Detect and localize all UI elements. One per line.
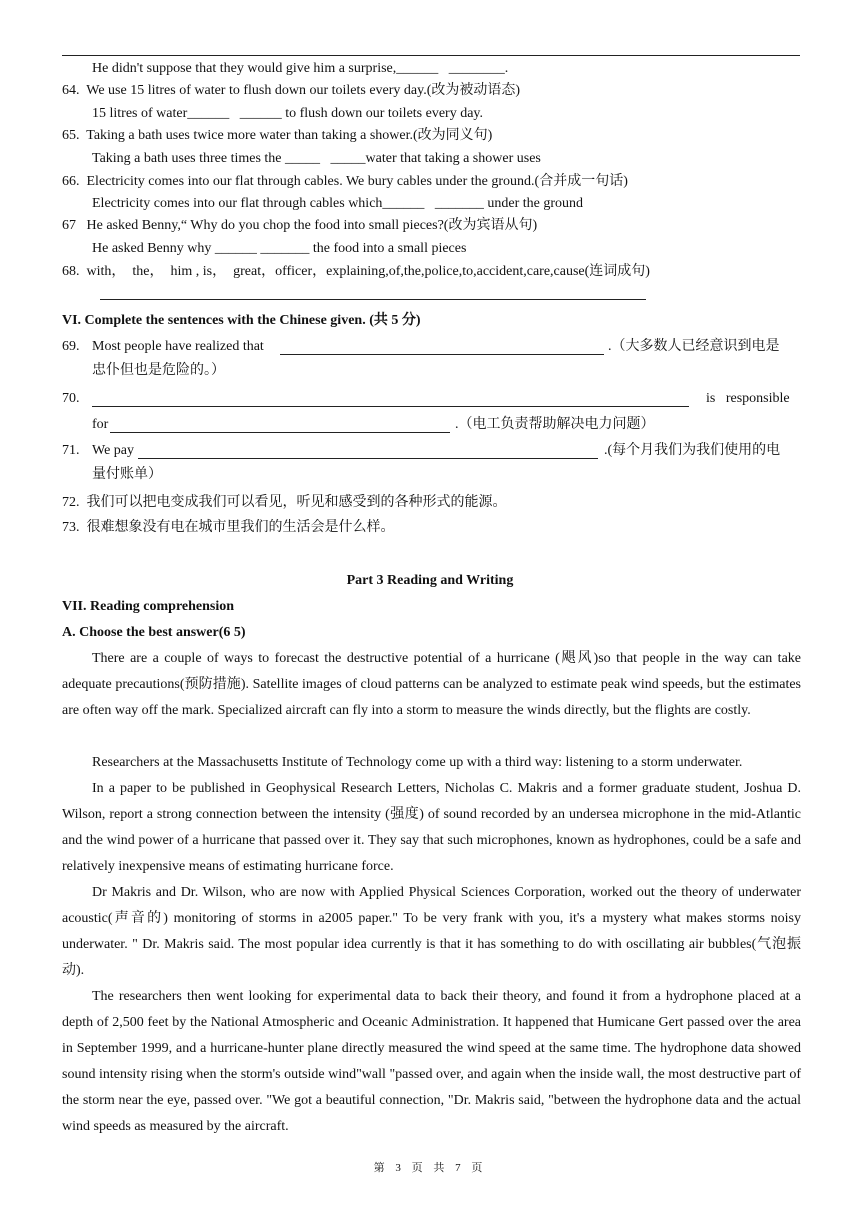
q70-answer-blank-2[interactable] <box>110 432 450 433</box>
q68-answer-blank[interactable] <box>100 299 646 300</box>
q64-prompt: 64. We use 15 litres of water to flush down our toilets every day.(改为被动语态) <box>62 83 521 98</box>
q71-chinese-hint: .(每个月我们为我们使用的电 <box>604 443 781 458</box>
passage-paragraph-3: In a paper to be published in Geophysical Research Letters, Nicholas C. Makris and a former graduate student, Joshua D. Wilson, report a strong connection between the intensity (强度) of sound recorded by an undersea microphone in the mid-Atlantic and the wind power of a hurricane that passed over it. They say that such microphones, known as hydrophones, could be a safe and relatively inexpensive means of estimating hurricane force. <box>62 781 801 874</box>
q69-chinese-hint: .（大多数人已经意识到电是 <box>608 339 780 354</box>
q63-answer-line: He didn't suppose that they would give him a surprise,______ ________. <box>92 61 509 76</box>
q67-answer-line: He asked Benny why ______ _______ the food into a small pieces <box>92 241 467 256</box>
q69-number: 69. <box>62 339 80 354</box>
passage-paragraph-5: The researchers then went looking for experimental data to back their theory, and found it from a hydrophone placed at a depth of 2,500 feet by the National Atmospheric and Oceanic Administration. It happened that Humicane Gert passed over the area in September 1999, and a hurricane-hunter plane directly measured the wind speed at the same time. The hydrophone data showed sound intensity rising when the storm's outside wind"wall "passed over, and again when the inside wall, the most destructive part of the storm near the eye, passed over. "We got a beautiful connection, "Dr. Makris said, "between the hydrophone data and the actual wind speeds as measured by the aircraft. <box>62 989 801 1134</box>
section-vi-heading: VI. Complete the sentences with the Chinese given. (共 5 分) <box>62 313 421 328</box>
q70-answer-blank-1[interactable] <box>92 406 689 407</box>
q70-number: 70. <box>62 391 80 406</box>
page-footer: 第 3 页 共 7 页 <box>373 1162 487 1174</box>
q69-chinese-hint-cont: 忠仆但也是危险的。） <box>92 363 225 378</box>
q69-sentence-start: Most people have realized that <box>92 339 264 354</box>
q71-sentence-start: We pay <box>92 443 135 458</box>
q69-answer-blank[interactable] <box>280 354 604 355</box>
q71-answer-blank[interactable] <box>138 458 598 459</box>
q71-number: 71. <box>62 443 80 458</box>
q68-prompt: 68. with， the， him , is， great，officer，explaining,of,the,police,to,accident,care,cause(连词成句) <box>62 264 650 279</box>
q65-answer-line: Taking a bath uses three times the _____ _____water that taking a shower uses <box>92 151 541 166</box>
q73-prompt: 73. 很难想象没有电在城市里我们的生活会是什么样。 <box>62 520 395 535</box>
passage-paragraph-2: Researchers at the Massachusetts Institute of Technology come up with a third way: listening to a storm underwater. <box>92 755 743 770</box>
q70-chinese-hint: .（电工负责帮助解决电力问题） <box>455 417 655 432</box>
section-a-heading: A. Choose the best answer(6 5) <box>62 625 246 640</box>
header-rule <box>62 55 800 56</box>
q66-answer-line: Electricity comes into our flat through cables which______ _______ under the ground <box>92 196 584 211</box>
q71-chinese-hint-cont: 量付账单） <box>92 467 162 482</box>
part3-heading: Part 3 Reading and Writing <box>346 573 514 588</box>
q67-prompt: 67 He asked Benny,“ Why do you chop the food into small pieces?(改为宾语从句) <box>62 218 538 233</box>
q72-prompt: 72. 我们可以把电变成我们可以看见，听见和感受到的各种形式的能源。 <box>62 495 507 510</box>
passage-paragraph-4: Dr Makris and Dr. Wilson, who are now with Applied Physical Sciences Corporation, worked out the theory of underwater acoustic(声音的) monitoring of storms in a2005 paper." To be very frank with you, it's a mystery what makes storms noisy underwater. " Dr. Makris said. The most popular idea currently is that it has something to do with oscillating air bubbles(气泡振动). <box>62 885 801 978</box>
q66-prompt: 66. Electricity comes into our flat through cables. We bury cables under the ground.(合并成一句话) <box>62 174 628 189</box>
q70-sentence-end: is responsible <box>706 391 790 406</box>
q64-answer-line: 15 litres of water______ ______ to flush down our toilets every day. <box>92 106 484 121</box>
q65-prompt: 65. Taking a bath uses twice more water than taking a shower.(改为同义句) <box>62 128 493 143</box>
q70-sentence-cont: for <box>92 417 109 432</box>
passage-paragraph-1: There are a couple of ways to forecast the destructive potential of a hurricane (飓风)so that people in the way can take adequate precautions(预防措施). Satellite images of cloud patterns can be analyzed to estimate peak wind speeds, but the estimates are often way off the mark. Specialized aircraft can fly into a storm to measure the winds directly, but the flights are costly. <box>62 651 801 718</box>
section-vii-heading: VII. Reading comprehension <box>62 599 235 614</box>
